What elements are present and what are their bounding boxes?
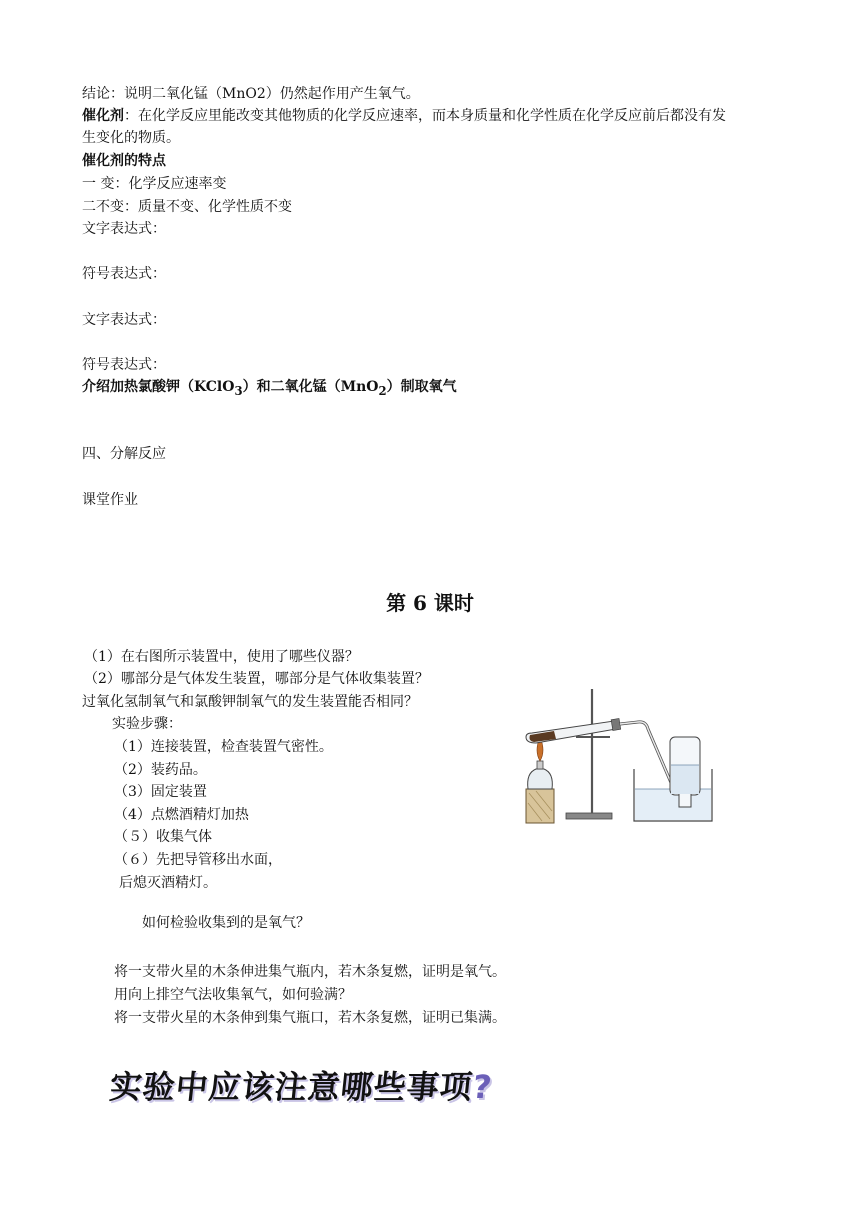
word-equation-label-2: 文字表达式： [82, 312, 166, 328]
catalyst-term: 催化剂 [82, 108, 124, 124]
verify-question: 如何检验收集到的是氧气？ [142, 915, 310, 931]
conclusion-text: 结论：说明二氧化锰（MnO2）仍然起作用产生氧气。 [82, 86, 420, 102]
word-equation-label-1: 文字表达式： [82, 221, 166, 237]
attention-heading-art: 实验中应该注意哪些事项? [107, 1068, 495, 1106]
homework-heading: 课堂作业 [82, 492, 138, 508]
step-5: （５）收集气体 [114, 829, 212, 845]
step-1: （1）连接装置，检查装置气密性。 [114, 739, 333, 755]
question-2: （2）哪部分是气体发生装置，哪部分是气体收集装置？ [84, 671, 429, 687]
kclo3-intro: 介绍加热氯酸钾（KClO$_3$）和二氧化锰（MnO$_2$）制取氧气 [82, 379, 457, 398]
symbol-equation-label-1: 符号表达式： [82, 266, 166, 282]
stand-base [566, 813, 612, 819]
step-2: （2）装药品。 [114, 762, 207, 778]
oxygen-apparatus-illustration [514, 685, 716, 827]
step-6-continued: 后熄灭酒精灯。 [119, 875, 217, 891]
catalyst-definition-line-2: 生变化的物质。 [82, 130, 180, 146]
step-6: （６）先把导管移出水面， [114, 852, 282, 868]
step-3: （3）固定装置 [114, 784, 207, 800]
delivery-tube [620, 722, 678, 799]
decomposition-heading: 四、分解反应 [82, 446, 166, 462]
question-3: 过氧化氢制氧气和氯酸钾制氧气的发生装置能否相同？ [82, 694, 418, 710]
verify-answer: 将一支带火星的木条伸进集气瓶内，若木条复燃，证明是氧气。 [114, 964, 506, 980]
catalyst-features-title: 催化剂的特点 [82, 153, 166, 169]
alcohol-lamp [528, 769, 553, 789]
catalyst-definition-line-1: ：在化学反应里能改变其他物质的化学反应速率，而本身质量和化学性质在化学反应前后都没有发 [124, 108, 726, 124]
catalyst-definition [82, 106, 726, 126]
catalyst-feature-1: 一 变：化学反应速率变 [82, 176, 227, 192]
full-answer: 将一支带火星的木条伸到集气瓶口，若木条复燃，证明已集满。 [114, 1010, 506, 1026]
lesson-title: 第 6 课时 [386, 591, 474, 615]
question-1: （1）在右图所示装置中，使用了哪些仪器？ [84, 649, 359, 665]
full-question: 用向上排空气法收集氧气，如何验满？ [114, 987, 352, 1003]
symbol-equation-label-2: 符号表达式： [82, 357, 166, 373]
steps-title: 实验步骤： [112, 716, 182, 732]
catalyst-feature-2: 二不变：质量不变、化学性质不变 [82, 199, 292, 215]
step-4: （4）点燃酒精灯加热 [114, 807, 249, 823]
